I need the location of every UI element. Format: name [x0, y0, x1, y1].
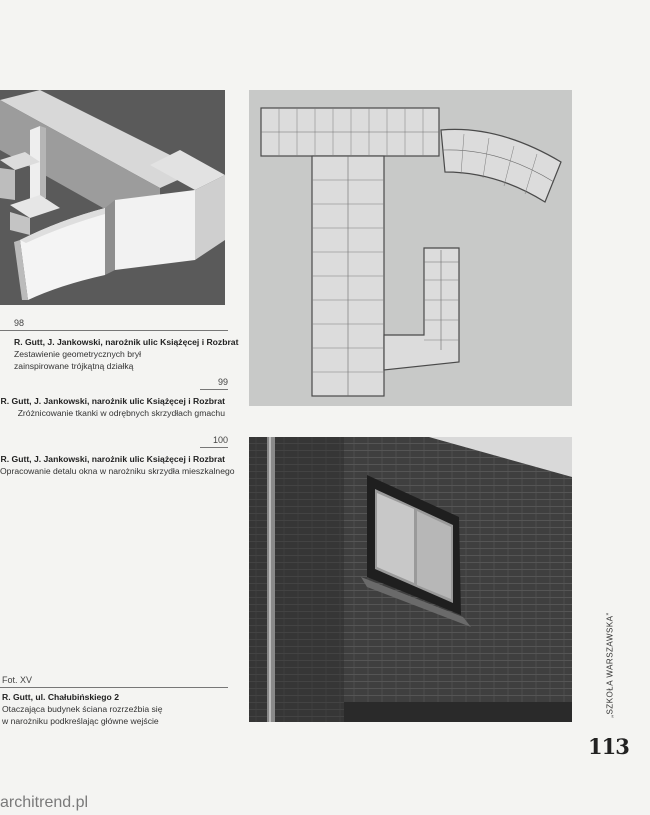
watermark: architrend.pl: [0, 794, 89, 811]
figure-99-rule: [200, 389, 228, 390]
figure-98-number: 98: [14, 318, 25, 328]
photo-description-line-2: w narożniku podkreślając główne wejście: [2, 716, 159, 726]
figure-99-number: 99: [217, 377, 228, 387]
photo-rule: [0, 687, 228, 688]
photo-label: Fot. XV: [2, 675, 33, 685]
figure-98-description-line-2: zainspirowane trójkątną działką: [14, 361, 134, 371]
side-section-label: „SZKOŁA WARSZAWSKA”: [605, 612, 615, 718]
figure-98-rule: [0, 330, 228, 331]
page-number: 113: [588, 734, 629, 759]
figure-100-description-line-1: Opracowanie detalu okna w narożniku skrzydła mieszkalnego: [0, 466, 235, 476]
figure-99-image: [249, 90, 572, 406]
figure-100-rule: [200, 447, 228, 448]
figure-100-number: 100: [212, 435, 228, 445]
photo-author: R. Gutt, ul. Chałubińskiego 2: [2, 692, 119, 702]
figure-100-author: R. Gutt, J. Jankowski, narożnik ulic Książęcej i Rozbrat: [0, 454, 225, 464]
figure-99-author: R. Gutt, J. Jankowski, narożnik ulic Książęcej i Rozbrat: [0, 396, 225, 406]
figure-99-description-line-1: Zróżnicowanie tkanki w odrębnych skrzydłach gmachu: [17, 408, 225, 418]
figure-98-author: R. Gutt, J. Jankowski, narożnik ulic Książęcej i Rozbrat: [14, 337, 239, 347]
photo-description-line-1: Otaczająca budynek ściana rozrzeźbia się: [2, 704, 163, 714]
figure-100-image: [249, 437, 572, 722]
figure-98-description-line-1: Zestawienie geometrycznych brył: [14, 349, 142, 359]
figure-98-image: [0, 90, 225, 305]
